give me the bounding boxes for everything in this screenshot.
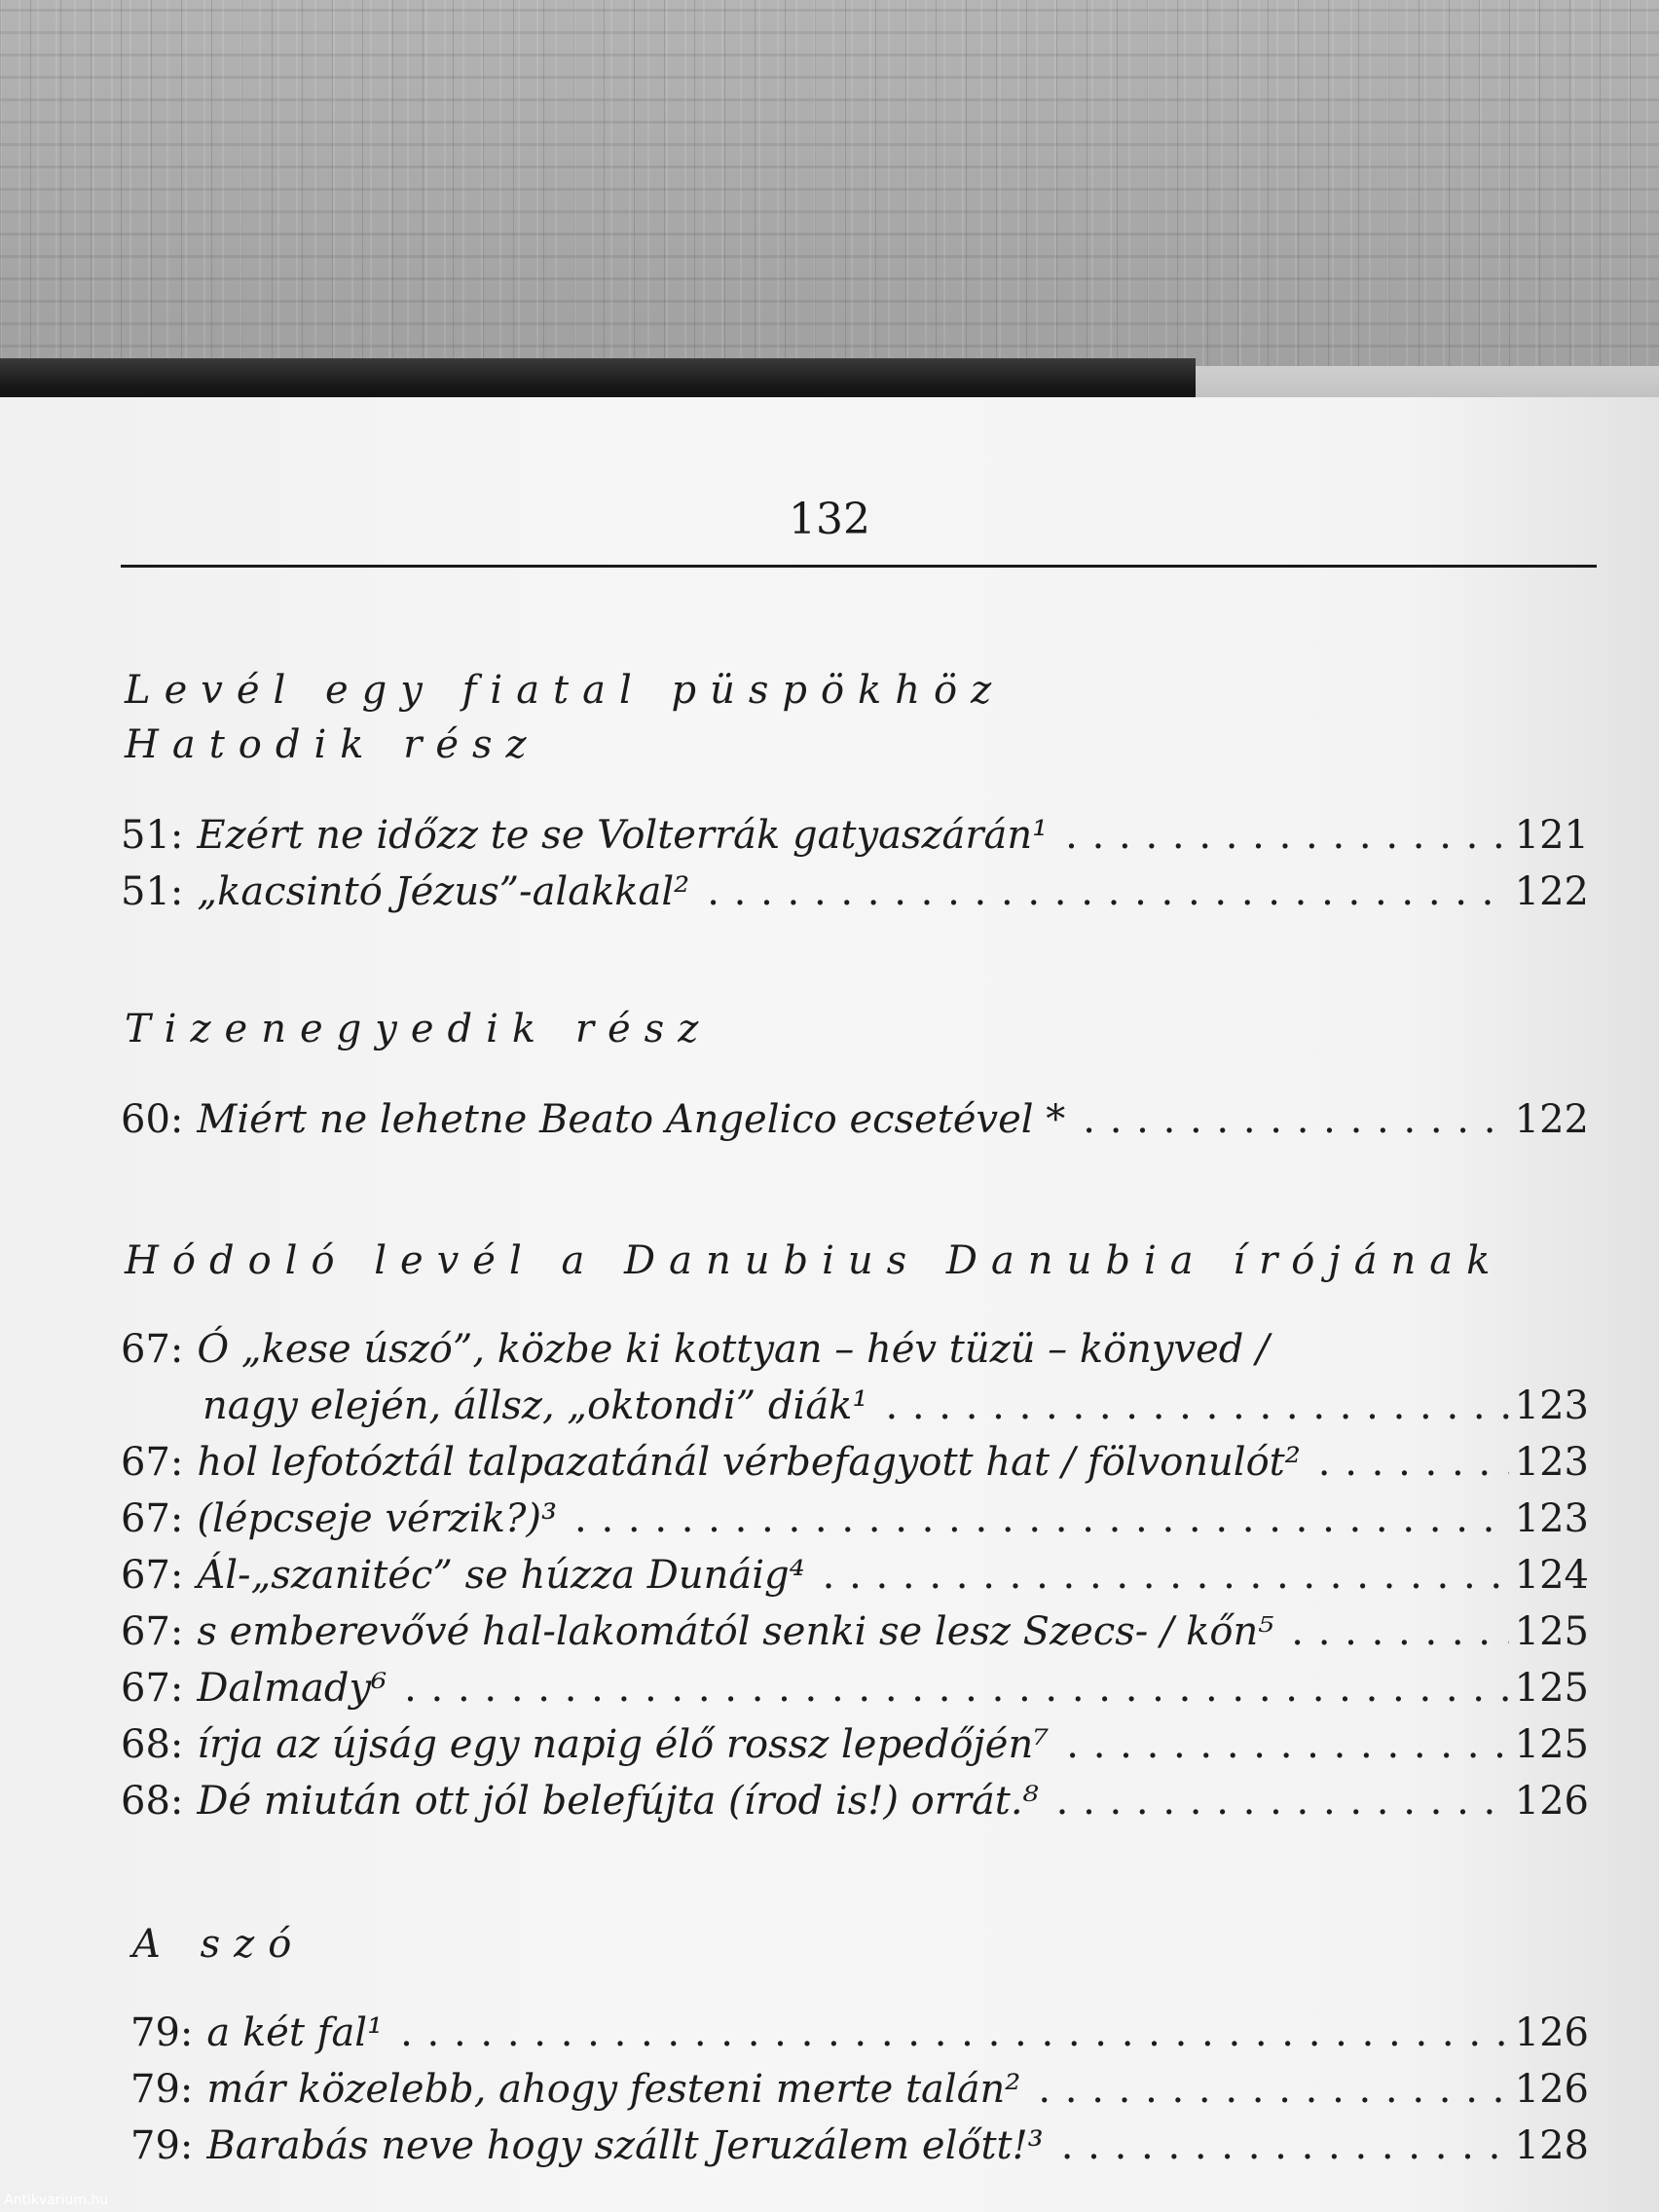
entry-line-number: 68: xyxy=(121,1722,184,1767)
entry-page: 126 xyxy=(1514,1779,1589,1824)
dot-leader xyxy=(1083,1092,1508,1147)
watermark: Antikvarium.hu xyxy=(4,2193,109,2208)
entry-line-number: 67: xyxy=(121,1496,184,1541)
entry-line-number: 68: xyxy=(121,1779,184,1824)
entry-title: Ál-„szanitéc” se húzza Dunáig⁴ xyxy=(197,1553,805,1598)
entry-title: írja az újság egy napig élő rossz lepedőjén⁷ xyxy=(197,1722,1050,1767)
entry-title: nagy elején, állsz, „oktondi” diák¹ xyxy=(203,1383,868,1428)
toc-entry xyxy=(121,1322,1589,1377)
dot-leader xyxy=(404,1661,1509,1715)
toc-entry xyxy=(121,1717,1589,1772)
entry-title: Miért ne lehetne Beato Angelico ecsetével * xyxy=(197,1097,1066,1142)
entry-page: 125 xyxy=(1514,1722,1589,1767)
dot-leader xyxy=(1066,1717,1508,1772)
dot-leader xyxy=(1065,808,1508,863)
entry-line-number: 67: xyxy=(121,1666,184,1711)
toc-entry xyxy=(121,808,1589,863)
section-subheading: Hatodik rész xyxy=(125,722,540,767)
toc-entry xyxy=(121,1092,1589,1147)
dot-leader xyxy=(823,1548,1509,1603)
entry-title: „kacsintó Jézus”-alakkal² xyxy=(197,869,690,914)
entry-line-number: 67: xyxy=(121,1327,184,1372)
dot-leader xyxy=(1061,2119,1509,2173)
entry-title: Ó „kese úszó”, közbe ki kottyan – hév tüzü – könyved / xyxy=(197,1327,1270,1372)
entry-title: már közelebb, ahogy festeni merte talán² xyxy=(206,2067,1021,2112)
entry-page: 122 xyxy=(1514,869,1589,914)
toc-entry xyxy=(130,2006,1589,2060)
entry-title: Barabás neve hogy szállt Jeruzálem előtt!³ xyxy=(206,2123,1044,2168)
toc-entry xyxy=(130,2119,1589,2173)
entry-line-number: 67: xyxy=(121,1609,184,1654)
entry-page: 124 xyxy=(1514,1553,1589,1598)
entry-page: 126 xyxy=(1514,2010,1589,2055)
entry-line-number: 67: xyxy=(121,1440,184,1485)
header-rule xyxy=(121,565,1597,568)
toc-entry xyxy=(121,1604,1589,1659)
entry-title: Dé miután ott jól belefújta (írod is!) orrát.⁸ xyxy=(197,1779,1039,1824)
entry-line-number: 51: xyxy=(121,813,184,858)
dot-leader xyxy=(707,865,1508,919)
entry-page: 126 xyxy=(1514,2067,1589,2112)
entry-page: 125 xyxy=(1514,1666,1589,1711)
entry-line-number: 79: xyxy=(130,2123,194,2168)
toc-entry xyxy=(121,1435,1589,1490)
dot-leader xyxy=(885,1379,1508,1433)
entry-page: 123 xyxy=(1514,1383,1589,1428)
toc-entry xyxy=(121,1661,1589,1715)
entry-page: 123 xyxy=(1514,1440,1589,1485)
section-heading: Hódoló levél a Danubius Danubia írójának xyxy=(125,1238,1504,1283)
entry-page: 121 xyxy=(1514,813,1589,858)
toc-entry xyxy=(121,1774,1589,1828)
entry-title: Ezért ne időzz te se Volterrák gatyaszárán¹ xyxy=(197,813,1049,858)
section-heading: Tizenegyedik rész xyxy=(125,1007,713,1051)
entry-page: 125 xyxy=(1514,1609,1589,1654)
entry-line-number: 79: xyxy=(130,2010,194,2055)
background-wall xyxy=(0,0,1659,370)
entry-page: 122 xyxy=(1514,1097,1589,1142)
entry-line-number: 79: xyxy=(130,2067,194,2112)
toc-entry xyxy=(121,1548,1589,1603)
dot-leader xyxy=(1318,1435,1509,1490)
section-heading: Levél egy fiatal püspökhöz xyxy=(125,668,1006,713)
section-heading: A szó xyxy=(132,1922,306,1967)
entry-page: 123 xyxy=(1514,1496,1589,1541)
dot-leader xyxy=(574,1492,1509,1546)
dot-leader xyxy=(1291,1604,1508,1659)
toc-entry-continuation xyxy=(121,1379,1589,1433)
dot-leader xyxy=(1056,1774,1509,1828)
entry-title: (lépcseje vérzik?)³ xyxy=(197,1496,558,1541)
entry-line-number: 60: xyxy=(121,1097,184,1142)
entry-title: hol lefotóztál talpazatánál vérbefagyott hat / fölvonulót² xyxy=(197,1440,1301,1485)
entry-line-number: 67: xyxy=(121,1553,184,1598)
dot-leader xyxy=(1038,2062,1508,2117)
entry-title: Dalmady⁶ xyxy=(197,1666,387,1711)
entry-page: 128 xyxy=(1514,2123,1589,2168)
book-page xyxy=(0,397,1659,2212)
entry-title: s emberevővé hal-lakomától senki se lesz Szecs- / kőn⁵ xyxy=(197,1609,1274,1654)
entry-line-number: 51: xyxy=(121,869,184,914)
page-number: 132 xyxy=(789,495,870,544)
entry-title: a két fal¹ xyxy=(206,2010,384,2055)
dot-leader xyxy=(400,2006,1509,2060)
toc-entry xyxy=(121,865,1589,919)
toc-entry xyxy=(130,2062,1589,2117)
toc-entry xyxy=(121,1492,1589,1546)
